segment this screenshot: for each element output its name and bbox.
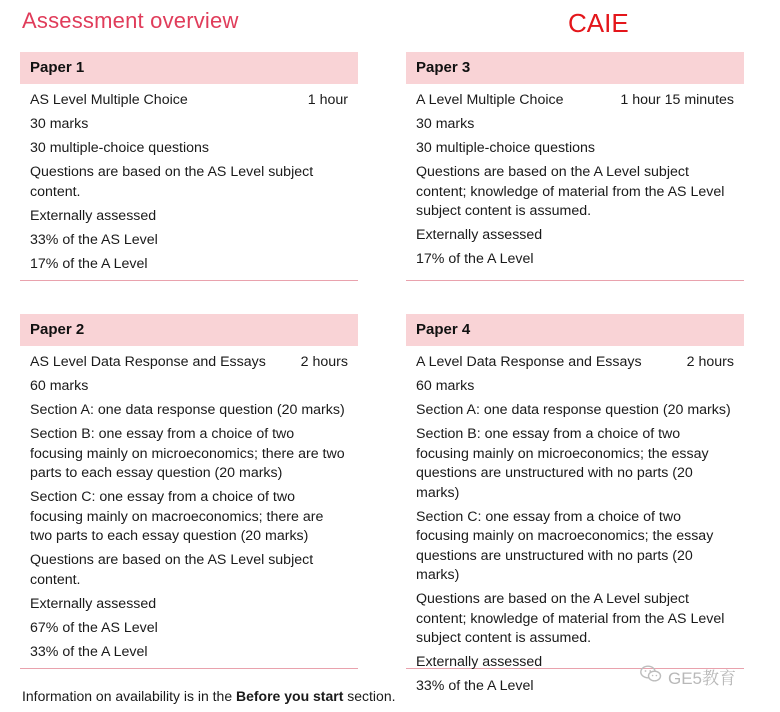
paper-2-detail: Section B: one essay from a choice of two focusing mainly on microeconomics; there are two parts to each essay question (20 marks) [30,426,345,481]
paper-1-detail: 17% of the A Level [30,255,148,272]
paper-3-detail: 17% of the A Level [416,251,534,267]
paper-3-component: A Level Multiple Choice [416,92,564,108]
paper-4-header: Paper 4 [406,314,744,346]
paper-2-detail: Section A: one data response question (20 marks) [30,402,345,418]
paper-4-detail: Section C: one essay from a choice of two focusing mainly on macroeconomics; the essay questions are unstructured with no parts (20 marks) [416,508,714,583]
paper-4-duration: 2 hours [686,354,734,370]
paper-2-detail: 67% of the AS Level [30,619,158,636]
paper-2-detail: Section C: one essay from a choice of two focusing mainly on macroeconomics; there are two parts to each essay question (20 marks) [30,489,324,544]
paper-1-panel [20,52,358,281]
paper-4-detail: Section A: one data response question (20 marks) [416,402,731,418]
brand-label: CAIE [568,8,629,38]
paper-2-detail: Externally assessed [30,595,157,612]
paper-1-detail: Questions are based on the AS Level subject content. [30,164,314,200]
before-you-start-reference: Before you start [236,688,344,704]
paper-1-detail: 30 multiple-choice questions [30,140,210,156]
footer-text-end: section. [343,688,396,704]
paper-1-component: AS Level Multiple Choice [30,92,188,108]
watermark-text: GE5教育 [668,669,737,688]
paper-3-duration: 1 hour 15 minutes [620,92,734,108]
paper-2-duration: 2 hours [300,354,348,370]
wechat-icon [640,665,662,688]
paper-2-detail: Questions are based on the AS Level subject content. [30,552,314,588]
paper-1-detail: Externally assessed [30,207,157,224]
paper-4-detail: 33% of the A Level [416,678,534,694]
footer-note [22,688,396,704]
paper-3-detail: 30 multiple-choice questions [416,140,596,156]
paper-1-duration: 1 hour [307,92,348,108]
paper-2-header: Paper 2 [20,314,358,346]
paper-4-detail: Section B: one essay from a choice of two focusing mainly on microeconomics; the essay questions are unstructured with no parts (20 marks) [416,426,709,501]
paper-1-detail: 33% of the AS Level [30,231,158,248]
paper-3-header: Paper 3 [406,52,744,84]
page-title: Assessment overview [22,8,239,33]
paper-4-detail: 60 marks [416,378,475,394]
paper-3-detail: Externally assessed [416,227,543,243]
paper-2-detail: 33% of the A Level [30,643,148,660]
paper-2-detail: 60 marks [30,378,89,394]
paper-3-detail: Questions are based on the A Level subject content; knowledge of material from the AS Level subject content is assumed. [416,164,725,219]
footer-text: Information on availability is in the [22,688,236,704]
paper-3-panel [406,52,744,281]
paper-4-detail: Externally assessed [416,654,543,670]
paper-2-panel [20,314,358,669]
watermark [640,664,736,689]
paper-2-component: AS Level Data Response and Essays [30,354,266,370]
paper-1-header: Paper 1 [20,52,358,84]
paper-4-component: A Level Data Response and Essays [416,354,642,370]
paper-3-detail: 30 marks [416,116,475,132]
paper-1-detail: 30 marks [30,116,89,132]
paper-4-detail: Questions are based on the A Level subject content; knowledge of material from the AS Level subject content is assumed. [416,591,725,646]
